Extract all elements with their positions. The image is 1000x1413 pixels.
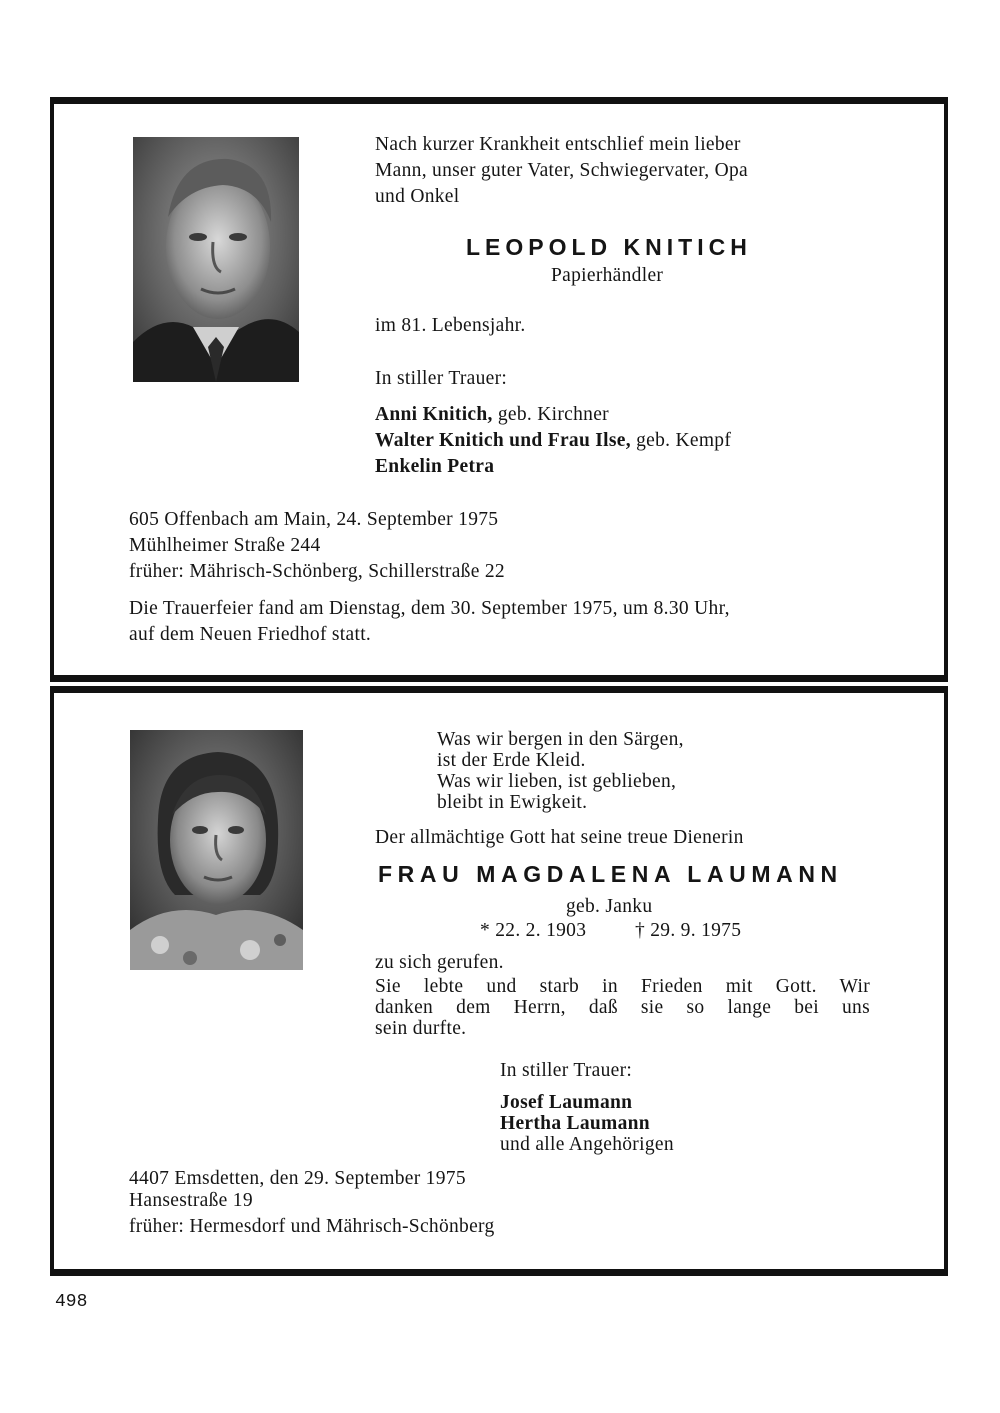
mourner-line (375, 428, 731, 454)
mourner-name: Anni Knitich, (375, 404, 493, 425)
deceased-name: LEOPOLD KNITICH (466, 234, 752, 260)
mourner-name: Josef Laumann (500, 1092, 633, 1113)
address-line: Mühlheimer Straße 244 (129, 535, 321, 556)
maiden-name: geb. Janku (566, 896, 653, 917)
funeral-line: Die Trauerfeier fand am Dienstag, dem 30. September 1975, um 8.30 Uhr, (129, 598, 730, 619)
intro-line: und Onkel (375, 186, 460, 207)
age-line: im 81. Lebensjahr. (375, 315, 526, 336)
poem-line: ist der Erde Kleid. (437, 750, 586, 771)
portrait-photo-leopold-knitich (133, 137, 299, 382)
address-line: früher: Hermesdorf und Mährisch-Schönberg (129, 1216, 495, 1237)
mourning-label: In stiller Trauer: (375, 368, 508, 389)
address-line: 4407 Emsdetten, den 29. September 1975 (129, 1168, 466, 1189)
mourner-name: Hertha Laumann (500, 1113, 650, 1134)
mourner-line: und alle Angehörigen (500, 1134, 674, 1155)
mourner-line (375, 402, 609, 428)
profession: Papierhändler (551, 265, 664, 286)
address-line: 605 Offenbach am Main, 24. September 1975 (129, 509, 499, 530)
page-number: 498 (55, 1292, 88, 1312)
deceased-name: FRAU MAGDALENA LAUMANN (378, 861, 843, 887)
address-line: früher: Mährisch-Schönberg, Schillerstraße 22 (129, 561, 505, 582)
mourner-name: Enkelin Petra (375, 456, 495, 477)
address-line: Hansestraße 19 (129, 1190, 253, 1211)
funeral-line: auf dem Neuen Friedhof statt. (129, 624, 372, 645)
birth-date: * 22. 2. 1903 (480, 920, 587, 941)
peace-line: danken dem Herrn, daß sie so lange bei uns (375, 997, 870, 1018)
peace-line: sein durfte. (375, 1018, 467, 1039)
mourner-line (375, 454, 494, 480)
portrait-photo-magdalena-laumann (130, 730, 303, 970)
intro-line: Nach kurzer Krankheit entschlief mein lieber (375, 134, 741, 155)
called-line: zu sich gerufen. (375, 952, 504, 973)
mourner-name: Walter Knitich und Frau Ilse, (375, 430, 631, 451)
poem-line: Was wir bergen in den Särgen, (437, 729, 684, 750)
intro-line: Der allmächtige Gott hat seine treue Dienerin (375, 827, 744, 848)
mourner-detail: geb. Kempf (630, 430, 732, 451)
mourner-detail: geb. Kirchner (492, 404, 609, 425)
poem-line: Was wir lieben, ist geblieben, (437, 771, 677, 792)
peace-line: Sie lebte und starb in Frieden mit Gott. Wir (375, 976, 870, 997)
mourning-label: In stiller Trauer: (500, 1060, 633, 1081)
death-date: † 29. 9. 1975 (635, 920, 742, 941)
poem-line: bleibt in Ewigkeit. (437, 792, 588, 813)
intro-line: Mann, unser guter Vater, Schwiegervater, Opa (375, 160, 748, 181)
